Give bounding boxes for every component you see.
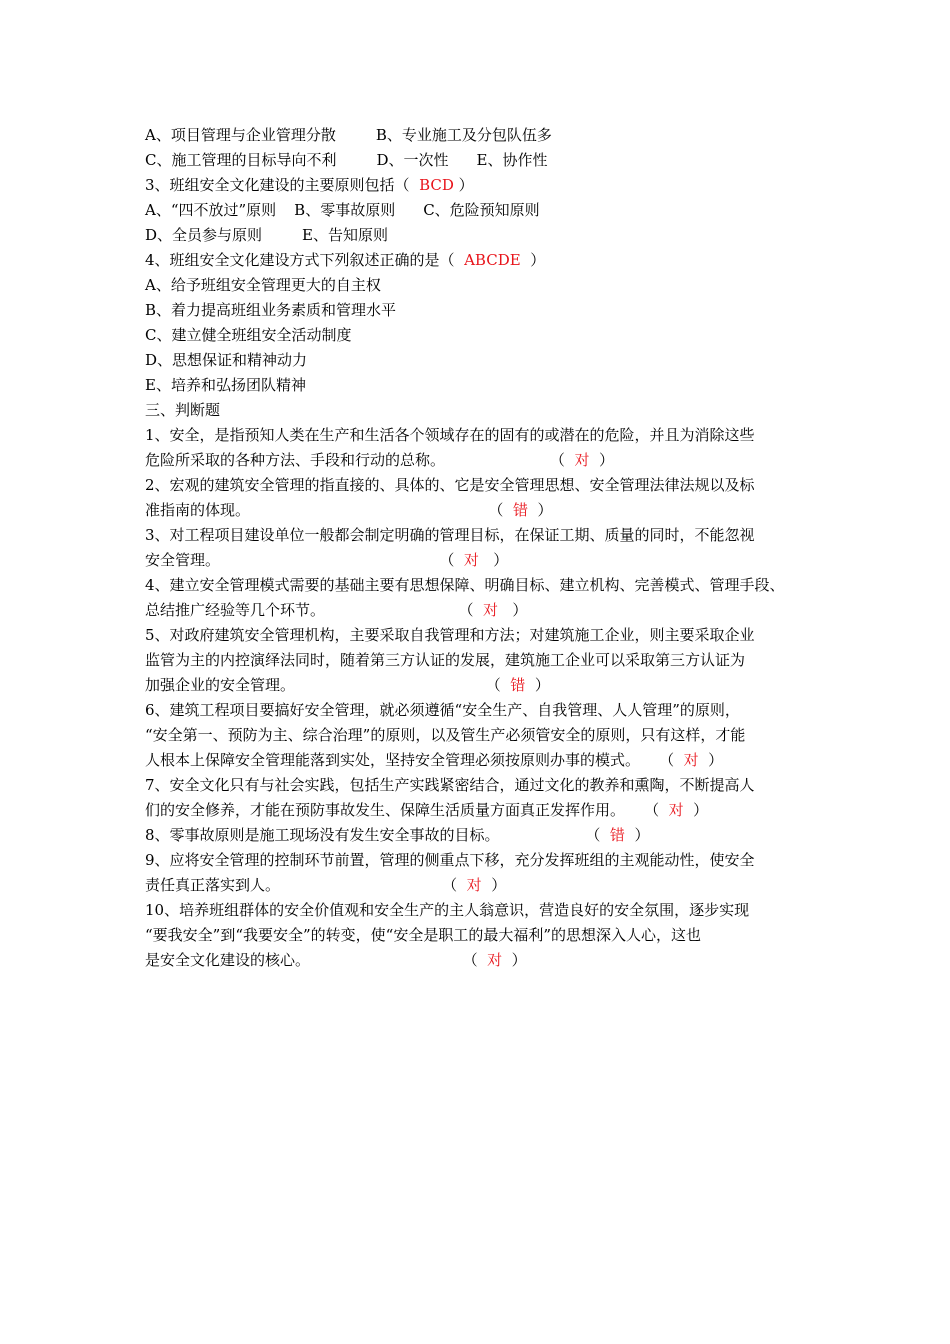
answer-text: 错 xyxy=(512,501,528,519)
text-line-j3a xyxy=(145,523,813,548)
line-text: 4、建立安全管理模式需要的基础主要有思想保障、明确目标、建立机构、完善模式、管理手段、 xyxy=(145,576,785,594)
line-text: ） xyxy=(527,501,553,519)
text-line-j5b xyxy=(145,648,813,673)
text-line-j9a xyxy=(145,848,813,873)
answer-text: BCD xyxy=(419,176,454,194)
text-line-sec3 xyxy=(145,398,813,423)
line-text: ） xyxy=(624,826,650,844)
answer-text: 对 xyxy=(483,601,499,619)
line-text: 6、建筑工程项目要搞好安全管理，就必须遵循“安全生产、自我管理、人人管理”的原则， xyxy=(145,701,740,719)
line-text: ） xyxy=(478,551,509,569)
line-text: B、着力提高班组业务素质和管理水平 xyxy=(145,301,397,319)
line-text: 3、班组安全文化建设的主要原则包括（ xyxy=(145,176,420,194)
text-line-q4_a xyxy=(145,273,813,298)
text-line-j10a xyxy=(145,898,813,923)
text-line-j5c xyxy=(145,673,813,698)
line-text: A、项目管理与企业管理分散 xyxy=(145,126,336,144)
text-line-j7a xyxy=(145,773,813,798)
line-text: ） xyxy=(698,751,724,769)
line-text: 加强企业的安全管理。 （ xyxy=(145,676,511,694)
text-line-j6b xyxy=(145,723,813,748)
text-line-j6a xyxy=(145,698,813,723)
line-text: 监管为主的内控演绎法同时，随着第三方认证的发展，建筑施工企业可以采取第三方认证为 xyxy=(145,651,746,669)
answer-text: 错 xyxy=(609,826,625,844)
text-line-j7b xyxy=(145,798,813,823)
text-line-q3_abc xyxy=(145,198,813,223)
text-line-j10c xyxy=(145,948,813,973)
text-line-j4a xyxy=(145,573,813,598)
text-line-j8 xyxy=(145,823,813,848)
text-line-j4b xyxy=(145,598,813,623)
text-line-j1b xyxy=(145,448,813,473)
line-text: E、协作性 xyxy=(476,151,548,169)
line-text: 安全管理。 （ xyxy=(145,551,464,569)
text-line-q3 xyxy=(145,173,813,198)
line-text: 们的安全修养，才能在预防事故发生、保障生活质量方面真正发挥作用。 （ xyxy=(145,801,669,819)
line-text: 9、应将安全管理的控制环节前置，管理的侧重点下移，充分发挥班组的主观能动性，使安全 xyxy=(145,851,755,869)
text-line-q2_cde xyxy=(145,148,813,173)
line-text: D、一次性 xyxy=(376,151,449,169)
line-text: 2、宏观的建筑安全管理的指直接的、具体的、它是安全管理思想、安全管理法律法规以及标 xyxy=(145,476,755,494)
answer-text: 对 xyxy=(463,551,479,569)
line-text: 3、对工程项目建设单位一般都会制定明确的管理目标，在保证工期、质量的同时，不能忽视 xyxy=(145,526,755,544)
text-line-q4 xyxy=(145,248,813,273)
text-line-q2_ab xyxy=(145,123,813,148)
line-text: 是安全文化建设的核心。 （ xyxy=(145,951,488,969)
line-text: C、建立健全班组安全活动制度 xyxy=(145,326,352,344)
text-line-q4_b xyxy=(145,298,813,323)
text-line-j5a xyxy=(145,623,813,648)
line-text: B、专业施工及分包队伍多 xyxy=(375,126,552,144)
text-line-q4_d xyxy=(145,348,813,373)
line-text: 人根本上保障安全管理能落到实处，坚持安全管理必须按原则办事的模式。 （ xyxy=(145,751,684,769)
line-text: E、告知原则 xyxy=(302,226,388,244)
text-line-j2a xyxy=(145,473,813,498)
line-text: A、“四不放过”原则 xyxy=(145,201,277,219)
line-text: ） xyxy=(589,451,614,469)
line-text: ） xyxy=(453,176,474,194)
line-text: 4、班组安全文化建设方式下列叙述正确的是（ xyxy=(145,251,465,269)
line-text: “要我安全”到“我要安全”的转变，使“安全是职工的最大福利”的思想深入人心，这也 xyxy=(145,926,702,944)
line-text: ） xyxy=(683,801,709,819)
document-body xyxy=(145,123,813,973)
text-line-j3b xyxy=(145,548,813,573)
answer-text: 对 xyxy=(466,876,482,894)
answer-text: ABCDE xyxy=(464,251,521,269)
line-text: 责任真正落实到人。 （ xyxy=(145,876,467,894)
text-line-q4_e xyxy=(145,373,813,398)
line-text: 5、对政府建筑安全管理机构，主要采取自我管理和方法；对建筑施工企业，则主要采取企业 xyxy=(145,626,755,644)
line-text: 危险所采取的各种方法、手段和行动的总称。 （ xyxy=(145,451,575,469)
answer-text: 对 xyxy=(487,951,503,969)
line-text: B、零事故原则 xyxy=(294,201,396,219)
line-text: 三、判断题 xyxy=(145,401,221,419)
line-text: D、思想保证和精神动力 xyxy=(145,351,308,369)
line-text: ） xyxy=(502,951,527,969)
answer-text: 对 xyxy=(668,801,684,819)
line-text: A、给予班组安全管理更大的自主权 xyxy=(145,276,381,294)
line-text: C、危险预知原则 xyxy=(423,201,540,219)
answer-text: 对 xyxy=(574,451,590,469)
text-line-q4_c xyxy=(145,323,813,348)
line-text: ） xyxy=(520,251,546,269)
line-text: ） xyxy=(525,676,550,694)
line-text: ） xyxy=(498,601,528,619)
answer-text: 错 xyxy=(510,676,526,694)
line-text: 总结推广经验等几个环节。 （ xyxy=(145,601,484,619)
text-line-j9b xyxy=(145,873,813,898)
line-text: E、培养和弘扬团队精神 xyxy=(145,376,306,394)
text-line-j2b xyxy=(145,498,813,523)
text-line-q3_de xyxy=(145,223,813,248)
line-text: 1、安全，是指预知人类在生产和生活各个领域存在的固有的或潜在的危险，并且为消除这些 xyxy=(145,426,755,444)
line-text: “安全第一、预防为主、综合治理”的原则，以及管生产必须管安全的原则，只有这样，才能 xyxy=(145,726,746,744)
text-line-j6c xyxy=(145,748,813,773)
line-text: 10、培养班组群体的安全价值观和安全生产的主人翁意识，营造良好的安全氛围，逐步实现 xyxy=(145,901,750,919)
text-line-j1a xyxy=(145,423,813,448)
line-text: D、全员参与原则 xyxy=(145,226,263,244)
line-text: ） xyxy=(481,876,507,894)
text-line-j10b xyxy=(145,923,813,948)
line-text: 准指南的体现。 （ xyxy=(145,501,513,519)
line-text: 8、零事故原则是施工现场没有发生安全事故的目标。 （ xyxy=(145,826,610,844)
line-text: 7、安全文化只有与社会实践，包括生产实践紧密结合，通过文化的教养和熏陶，不断提高人 xyxy=(145,776,755,794)
line-text: C、施工管理的目标导向不利 xyxy=(145,151,337,169)
answer-text: 对 xyxy=(683,751,699,769)
